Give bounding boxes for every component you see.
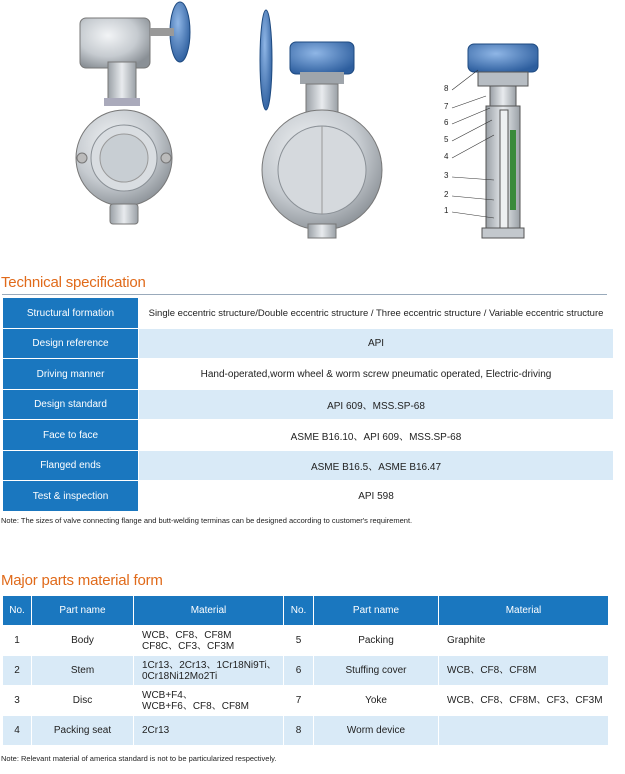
parts-table [2,595,609,746]
table-row [3,686,609,716]
cell-no: 6 [284,656,314,686]
spec-row [3,329,614,359]
spec-row [3,298,614,329]
cell-part: Yoke [314,686,439,716]
cell-material: WCB、CF8、CF8M、CF3、CF3M [439,686,609,716]
spec-value: ASME B16.5、ASME B16.47 [139,451,614,481]
cell-no: 7 [284,686,314,716]
cell-part: Packing seat [32,716,134,746]
cell-no: 4 [3,716,32,746]
spec-label: Structural formation [3,298,139,329]
spec-label: Flanged ends [3,451,139,481]
cell-material: WCB+F4、 WCB+F6、CF8、CF8M [134,686,284,716]
cell-part: Stuffing cover [314,656,439,686]
header-no: No. [284,596,314,626]
header-part-name: Part name [314,596,439,626]
cell-part: Worm device [314,716,439,746]
spec-value: API [139,329,614,359]
callout-1: 1 [444,206,449,215]
spec-row [3,390,614,420]
spec-row [3,481,614,512]
valve-illustrations [0,0,625,250]
cell-material: WCB、CF8、CF8M CF8C、CF3、CF3M [134,626,284,656]
spec-label: Design standard [3,390,139,420]
table-row [3,656,609,686]
valve-section-image [452,44,538,238]
spec-value: Hand-operated,worm wheel & worm screw pneumatic operated, Electric-driving [139,359,614,390]
cell-part: Packing [314,626,439,656]
spec-value: ASME B16.10、API 609、MSS.SP-68 [139,420,614,451]
parts-note: Note: Relevant material of america standard is not to be particularized respectively. [1,754,277,763]
spec-value: API 609、MSS.SP-68 [139,390,614,420]
callout-3: 3 [444,171,449,180]
spec-label: Test & inspection [3,481,139,512]
cell-no: 3 [3,686,32,716]
cell-material: WCB、CF8、CF8M [439,656,609,686]
cell-no: 1 [3,626,32,656]
callout-4: 4 [444,152,449,161]
parts-title: Major parts material form [1,572,163,589]
cell-part: Stem [32,656,134,686]
header-material: Material [134,596,284,626]
cell-no: 2 [3,656,32,686]
spec-note: Note: The sizes of valve connecting flange and butt-welding terminas can be designed according to customer's requirement. [1,516,413,525]
spec-row [3,451,614,481]
valve-image-2 [260,10,382,238]
parts-header-row [3,596,609,626]
cell-material: Graphite [439,626,609,656]
callout-5: 5 [444,135,449,144]
header-no: No. [3,596,32,626]
table-row [3,626,609,656]
header-material: Material [439,596,609,626]
spec-label: Driving manner [3,359,139,390]
callout-7: 7 [444,102,449,111]
callout-labels [444,0,454,250]
header-part-name: Part name [32,596,134,626]
cell-material [439,716,609,746]
callout-2: 2 [444,190,449,199]
cell-part: Disc [32,686,134,716]
cell-no: 5 [284,626,314,656]
spec-label: Design reference [3,329,139,359]
cell-no: 8 [284,716,314,746]
callout-6: 6 [444,118,449,127]
spec-title: Technical specification [1,274,146,291]
cell-material: 2Cr13 [134,716,284,746]
table-row [3,716,609,746]
spec-value: Single eccentric structure/Double eccentric structure / Three eccentric structure / Variable eccentric structure [139,298,614,329]
cell-part: Body [32,626,134,656]
valve-image-1 [76,2,190,224]
spec-value: API 598 [139,481,614,512]
spec-table [2,297,614,512]
spec-row [3,420,614,451]
cell-material: 1Cr13、2Cr13、1Cr18Ni9Ti、 0Cr18Ni12Mo2Ti [134,656,284,686]
spec-row [3,359,614,390]
callout-8: 8 [444,84,449,93]
divider [2,294,607,295]
spec-label: Face to face [3,420,139,451]
